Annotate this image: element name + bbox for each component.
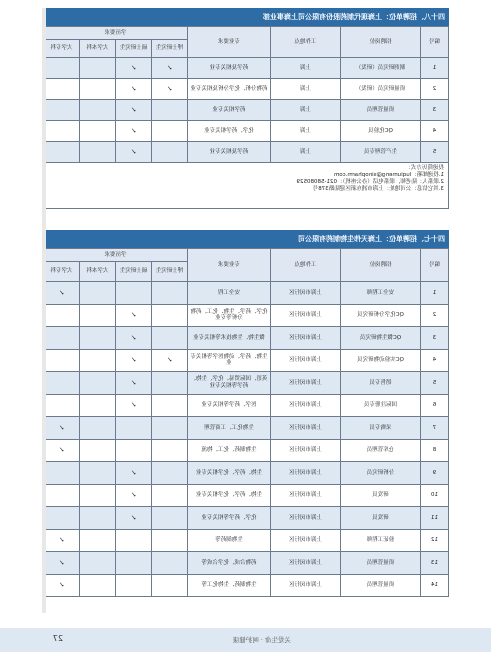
cell-bachelor [80, 349, 116, 372]
table-row [43, 439, 448, 462]
cell-place: 上海市闵行区 [271, 372, 341, 395]
cell-phd [152, 121, 188, 142]
cell-master: ✓ [116, 484, 152, 507]
cell-college [43, 304, 79, 327]
cell-place: 上海市闵行区 [271, 349, 341, 372]
section-47 [44, 230, 449, 597]
cell-post: 研发员 [341, 507, 421, 530]
cell-phd [152, 372, 188, 395]
cell-bachelor [80, 462, 116, 485]
cell-college [43, 507, 79, 530]
cell-bachelor [80, 142, 116, 163]
cell-master: ✓ [116, 394, 152, 417]
cell-post: 安全工程师 [341, 282, 421, 305]
cell-post: 验证工程师 [341, 529, 421, 552]
table-row [43, 484, 448, 507]
table-row [43, 142, 448, 163]
cell-phd [152, 462, 188, 485]
cell-phd [152, 417, 188, 440]
cell-place: 上海市闵行区 [271, 282, 341, 305]
cell-place: 上海 [271, 79, 341, 100]
section-48-rows [43, 58, 448, 163]
cell-bachelor [80, 100, 116, 121]
cell-major: 生物、药学、化学相关专业 [188, 484, 271, 507]
cell-master: ✓ [116, 349, 152, 372]
cell-college: ✓ [43, 417, 79, 440]
cell-major: 药学及相关专业 [188, 58, 271, 79]
cell-college [43, 100, 79, 121]
contact-line: 2.联系人：陆老师，联系电话（办公座机）：021-58080529 [296, 179, 444, 185]
footer-slogan: 关爱生命 · 呵护健康 [232, 636, 291, 644]
cell-major: 药学及相关专业 [188, 142, 271, 163]
cell-college [43, 327, 79, 350]
cell-college [43, 484, 79, 507]
cell-master: ✓ [116, 79, 152, 100]
cell-phd [152, 574, 188, 597]
table-row [43, 394, 448, 417]
header-edu: 学历要求 [43, 27, 187, 40]
cell-phd [152, 282, 188, 305]
cell-no: 4 [421, 121, 449, 142]
cell-major: 生物、药学、化学相关专业 [188, 462, 271, 485]
cell-bachelor [80, 304, 116, 327]
contact-info [44, 163, 449, 209]
cell-college [43, 349, 79, 372]
cell-major: 药学相关专业 [188, 100, 271, 121]
table-row [43, 574, 448, 597]
cell-college [43, 142, 79, 163]
table-row [43, 417, 448, 440]
contact-line: 1.投递邮箱：luqiumeng@sinopharm.com [333, 172, 444, 178]
cell-phd [152, 142, 188, 163]
cell-place: 上海市闵行区 [271, 439, 341, 462]
cell-no: 11 [421, 507, 449, 530]
cell-college: ✓ [43, 552, 79, 575]
header-bachelor: 大学本科 [80, 262, 116, 282]
cell-master [116, 574, 152, 597]
cell-no: 2 [421, 79, 449, 100]
cell-major: 微生物、生物技术等相关专业 [188, 327, 271, 350]
cell-master [116, 552, 152, 575]
header-place: 工作地点 [271, 27, 341, 58]
cell-major: 生物化工、工商管理 [188, 417, 271, 440]
cell-no: 5 [421, 142, 449, 163]
cell-phd: ✓ [152, 58, 188, 79]
cell-post: 质量管理员 [341, 574, 421, 597]
cell-master: ✓ [116, 372, 152, 395]
cell-no: 7 [421, 417, 449, 440]
cell-no: 14 [421, 574, 449, 597]
cell-master [116, 529, 152, 552]
cell-no: 2 [421, 304, 449, 327]
cell-college: ✓ [43, 282, 79, 305]
cell-post: 生产管理专员 [341, 142, 421, 163]
section-48-table [43, 26, 449, 163]
cell-bachelor [80, 507, 116, 530]
cell-master [116, 282, 152, 305]
cell-no: 4 [421, 349, 449, 372]
cell-phd [152, 304, 188, 327]
table-row [43, 121, 448, 142]
table-row [43, 282, 448, 305]
cell-post: 国际注册专员 [341, 394, 421, 417]
header-college: 大学专科 [43, 262, 79, 282]
cell-master [116, 439, 152, 462]
cell-post: QC化学分析研究员 [341, 304, 421, 327]
header-phd: 博士研究生 [152, 262, 188, 282]
cell-master: ✓ [116, 304, 152, 327]
cell-bachelor [80, 327, 116, 350]
cell-bachelor [80, 79, 116, 100]
cell-place: 上海市闵行区 [271, 552, 341, 575]
cell-place: 上海市闵行区 [271, 304, 341, 327]
cell-no: 9 [421, 462, 449, 485]
cell-master: ✓ [116, 327, 152, 350]
cell-no: 8 [421, 439, 449, 462]
cell-master: ✓ [116, 121, 152, 142]
cell-major: 生物制药、生物化工等 [188, 574, 271, 597]
header-phd: 博士研究生 [152, 40, 188, 58]
cell-master: ✓ [116, 462, 152, 485]
section-47-title: 四十七、招聘单位：上海天伟生物制药有限公司 [44, 230, 449, 248]
table-row [43, 327, 448, 350]
cell-phd [152, 552, 188, 575]
cell-place: 上海市闵行区 [271, 507, 341, 530]
table-row [43, 100, 448, 121]
cell-place: 上海市闵行区 [271, 462, 341, 485]
cell-place: 上海 [271, 142, 341, 163]
cell-phd [152, 439, 188, 462]
cell-bachelor [80, 372, 116, 395]
page-footer [0, 628, 491, 652]
cell-college [43, 121, 79, 142]
cell-post: 质量研究员（研发） [341, 79, 421, 100]
cell-phd [152, 529, 188, 552]
cell-phd: ✓ [152, 79, 188, 100]
cell-major: 药物合成、化学合成等 [188, 552, 271, 575]
cell-post: 研发员 [341, 484, 421, 507]
header-master: 硕士研究生 [116, 262, 152, 282]
table-row [43, 529, 448, 552]
cell-no: 1 [421, 58, 449, 79]
cell-college [43, 58, 79, 79]
table-row [43, 462, 448, 485]
cell-major: 化学、药学等相关专业 [188, 507, 271, 530]
cell-college [43, 79, 79, 100]
cell-college: ✓ [43, 574, 79, 597]
cell-bachelor [80, 417, 116, 440]
cell-phd: ✓ [152, 349, 188, 372]
cell-major: 医学、药学等相关专业 [188, 394, 271, 417]
header-major: 专业要求 [188, 249, 271, 282]
cell-place: 上海市闵行区 [271, 327, 341, 350]
cell-master: ✓ [116, 142, 152, 163]
table-row [43, 58, 448, 79]
cell-college [43, 372, 79, 395]
cell-bachelor [80, 552, 116, 575]
cell-phd [152, 394, 188, 417]
cell-no: 12 [421, 529, 449, 552]
cell-place: 上海市闵行区 [271, 417, 341, 440]
cell-master: ✓ [116, 100, 152, 121]
cell-place: 上海市闵行区 [271, 574, 341, 597]
cell-no: 6 [421, 394, 449, 417]
cell-bachelor [80, 484, 116, 507]
table-row [43, 349, 448, 372]
cell-college [43, 462, 79, 485]
cell-bachelor [80, 394, 116, 417]
section-48 [44, 8, 449, 209]
header-no: 编号 [421, 249, 449, 282]
table-row [43, 507, 448, 530]
cell-bachelor [80, 282, 116, 305]
cell-major: 英语、国际贸易、化学、生物、药学等相关专业 [188, 372, 271, 395]
cell-master: ✓ [116, 507, 152, 530]
cell-master: ✓ [116, 58, 152, 79]
cell-post: 质量管理员 [341, 552, 421, 575]
cell-phd [152, 484, 188, 507]
cell-no: 10 [421, 484, 449, 507]
cell-no: 3 [421, 327, 449, 350]
cell-phd [152, 507, 188, 530]
section-48-title: 四十八、招聘单位：上海现代制药股份有限公司上海事业部 [44, 8, 449, 26]
cell-bachelor [80, 58, 116, 79]
page-edge-shadow [42, 8, 46, 613]
cell-master [116, 417, 152, 440]
cell-post: 销售专员 [341, 372, 421, 395]
page-number: 27 [52, 634, 63, 643]
cell-place: 上海 [271, 100, 341, 121]
cell-bachelor [80, 574, 116, 597]
cell-major: 药物分析、化学分析及相关专业 [188, 79, 271, 100]
section-47-rows [43, 282, 448, 597]
cell-post: 采购专员 [341, 417, 421, 440]
cell-no: 1 [421, 282, 449, 305]
contact-line: 3.其它信息：公司地址：上海市浦东新区建陆路378号 [312, 186, 444, 192]
cell-major: 化学、药学、生物、化工、药物分析等专业 [188, 304, 271, 327]
header-college: 大学专科 [43, 40, 79, 58]
cell-bachelor [80, 439, 116, 462]
cell-bachelor [80, 121, 116, 142]
header-post: 招聘岗位 [341, 27, 421, 58]
cell-post: QC实验动物研究员 [341, 349, 421, 372]
cell-place: 上海 [271, 121, 341, 142]
cell-college [43, 394, 79, 417]
cell-phd [152, 327, 188, 350]
section-47-table [43, 248, 449, 597]
cell-no: 5 [421, 372, 449, 395]
cell-place: 上海市闵行区 [271, 529, 341, 552]
header-major: 专业要求 [188, 27, 271, 58]
cell-major: 生物、药学、动物医学等相关专业 [188, 349, 271, 372]
header-edu: 学历要求 [43, 249, 187, 262]
header-bachelor: 大学本科 [80, 40, 116, 58]
contact-line: 投递简历方式： [405, 165, 444, 171]
cell-post: QC化验员 [341, 121, 421, 142]
header-place: 工作地点 [271, 249, 341, 282]
cell-post: 质量管理员 [341, 100, 421, 121]
cell-post: QC微生物研究员 [341, 327, 421, 350]
cell-post: 分析研究员 [341, 462, 421, 485]
cell-post: 制剂研究员（研发） [341, 58, 421, 79]
cell-bachelor [80, 529, 116, 552]
cell-major: 化学、药学相关专业 [188, 121, 271, 142]
table-row [43, 372, 448, 395]
cell-no: 13 [421, 552, 449, 575]
cell-major: 生物制药、化工、物流 [188, 439, 271, 462]
cell-post: 仓库管理员 [341, 439, 421, 462]
header-master: 硕士研究生 [116, 40, 152, 58]
cell-place: 上海市闵行区 [271, 484, 341, 507]
cell-college: ✓ [43, 439, 79, 462]
cell-no: 3 [421, 100, 449, 121]
table-row [43, 79, 448, 100]
header-post: 招聘岗位 [341, 249, 421, 282]
cell-major: 生物制药等 [188, 529, 271, 552]
table-row [43, 304, 448, 327]
header-no: 编号 [421, 27, 449, 58]
cell-place: 上海 [271, 58, 341, 79]
cell-phd [152, 100, 188, 121]
cell-major: 安全工程 [188, 282, 271, 305]
table-row [43, 552, 448, 575]
cell-college: ✓ [43, 529, 79, 552]
cell-place: 上海市闵行区 [271, 394, 341, 417]
